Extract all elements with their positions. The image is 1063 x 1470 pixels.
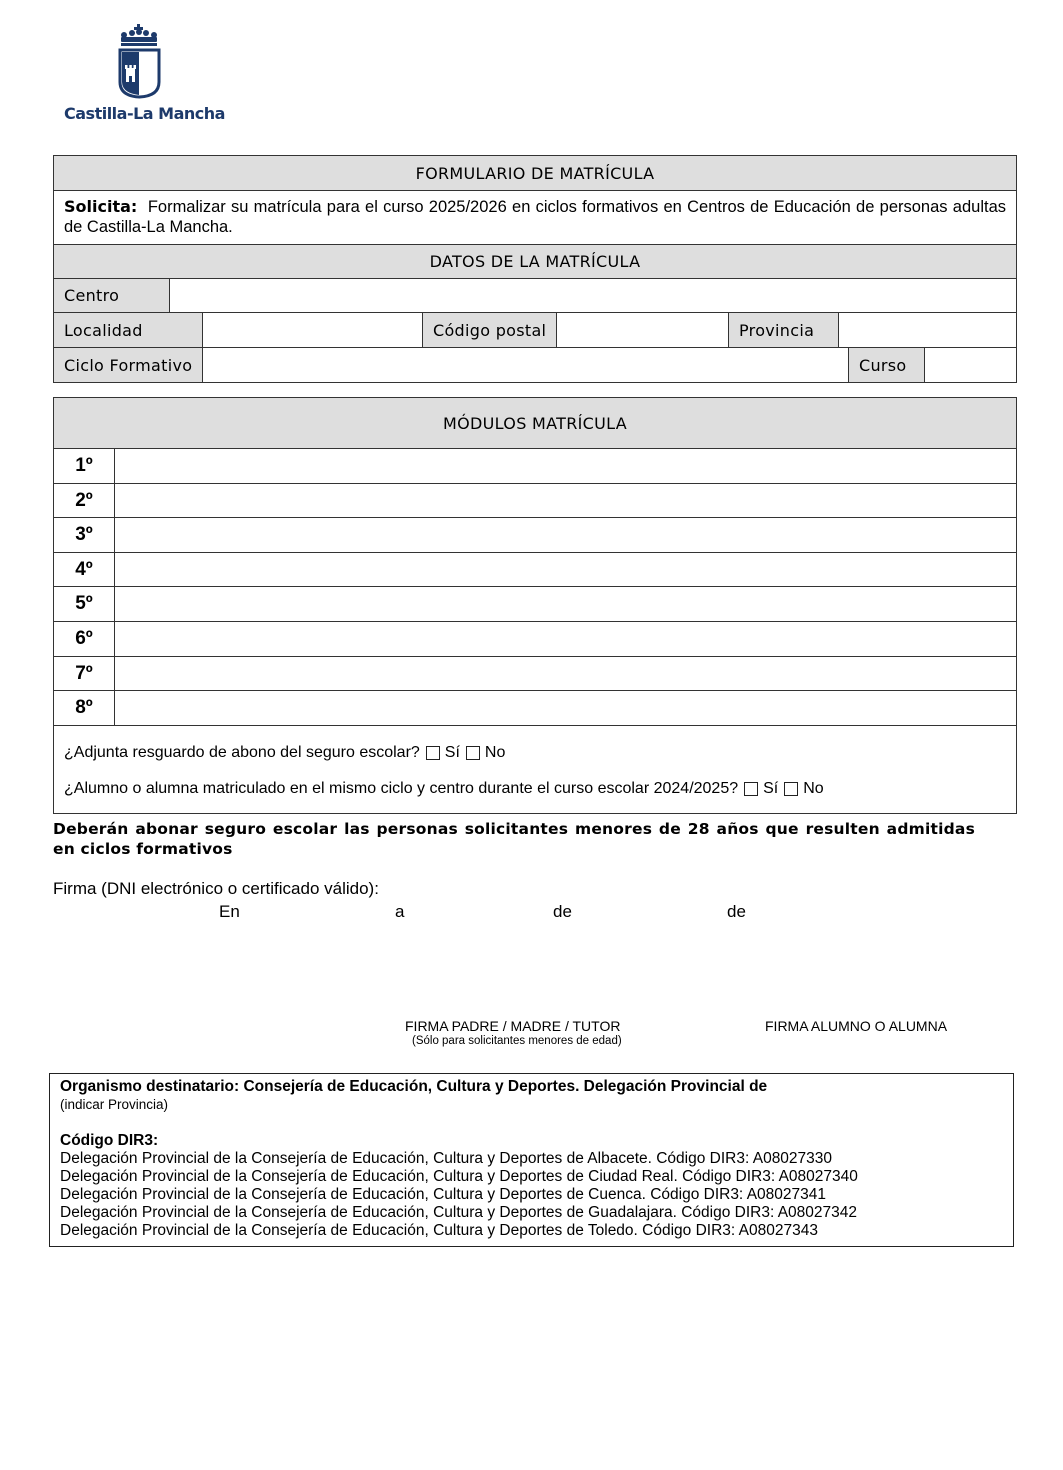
castle-crown-emblem-icon — [60, 20, 220, 104]
dir3-label: Código DIR3: — [60, 1132, 159, 1149]
modulos-title: MÓDULOS MATRÍCULA — [53, 397, 1017, 449]
no-label: No — [484, 744, 506, 761]
curso-label: Curso — [848, 347, 925, 383]
modulo-number: 1º — [53, 448, 115, 484]
organismo-box — [49, 1073, 1014, 1247]
modulo-number: 5º — [53, 586, 115, 622]
matriculado-si-checkbox[interactable] — [744, 782, 758, 796]
seguro-question-text: ¿Adjunta resguardo de abono del seguro escolar? — [64, 744, 420, 761]
dir3-line-cuenca: Delegación Provincial de la Consejería de Educación, Cultura y Deportes de Cuenca. Código DIR3: A08027341 — [60, 1186, 826, 1203]
localidad-label: Localidad — [53, 312, 203, 348]
form-title: FORMULARIO DE MATRÍCULA — [53, 155, 1017, 191]
dir3-line-albacete: Delegación Provincial de la Consejería de Educación, Cultura y Deportes de Albacete. Código DIR3: A08027330 — [60, 1150, 833, 1167]
modulo-number: 8º — [53, 690, 115, 726]
centro-field[interactable] — [169, 278, 1017, 313]
fecha-a: a — [395, 902, 405, 921]
si-label: Sí — [763, 780, 779, 797]
no-label: No — [803, 780, 824, 797]
organismo-note: (indicar Provincia) — [60, 1097, 169, 1112]
seguro-no-checkbox[interactable] — [466, 746, 480, 760]
provincia-label: Provincia — [728, 312, 839, 348]
seguro-question — [64, 744, 505, 762]
si-label: Sí — [444, 744, 460, 761]
modulo-number: 4º — [53, 552, 115, 587]
solicita-label: Solicita: — [64, 197, 138, 216]
castilla-la-mancha-logo — [60, 20, 225, 130]
modulo-field-4[interactable] — [114, 552, 1017, 587]
organismo-title: Organismo destinatario: Consejería de Educación, Cultura y Deportes. Delegación Provincial de — [60, 1078, 768, 1095]
modulo-field-8[interactable] — [114, 690, 1017, 726]
solicita-text: Formalizar su matrícula para el curso 2025/2026 en ciclos formativos en Centros de Educación de personas adultas de Castilla-La Mancha. — [64, 198, 1006, 236]
seguro-si-checkbox[interactable] — [426, 746, 440, 760]
firma-label: Firma (DNI electrónico o certificado válido): — [53, 879, 379, 898]
dir3-line-toledo: Delegación Provincial de la Consejería de Educación, Cultura y Deportes de Toledo. Código DIR3: A08027343 — [60, 1222, 818, 1239]
centro-label: Centro — [53, 278, 170, 313]
modulo-number: 6º — [53, 621, 115, 657]
curso-field[interactable] — [924, 347, 1017, 383]
firma-padre-note: (Sólo para solicitantes menores de edad) — [412, 1035, 622, 1047]
firma-padre-label: FIRMA PADRE / MADRE / TUTOR — [405, 1018, 621, 1034]
modulo-number: 2º — [53, 483, 115, 518]
modulo-number: 7º — [53, 656, 115, 691]
logo-text: Castilla-La Mancha — [64, 104, 225, 123]
datos-matricula-title: DATOS DE LA MATRÍCULA — [53, 244, 1017, 279]
questions-box — [53, 725, 1017, 814]
dir3-line-guadalajara: Delegación Provincial de la Consejería de Educación, Cultura y Deportes de Guadalajara. Código DIR3: A08027342 — [60, 1204, 858, 1221]
fecha-de-2: de — [727, 902, 746, 921]
modulo-field-5[interactable] — [114, 586, 1017, 622]
modulo-field-2[interactable] — [114, 483, 1017, 518]
modulo-field-7[interactable] — [114, 656, 1017, 691]
codigo-postal-label: Código postal — [422, 312, 557, 348]
seguro-aviso: Deberán abonar seguro escolar las personas solicitantes menores de 28 años que resulten admitidas en ciclos formativos — [53, 820, 975, 858]
solicita-section — [53, 190, 1017, 244]
dir3-line-ciudad-real: Delegación Provincial de la Consejería de Educación, Cultura y Deportes de Ciudad Real. Código DIR3: A08027340 — [60, 1168, 858, 1185]
matriculado-question-text: ¿Alumno o alumna matriculado en el mismo ciclo y centro durante el curso escolar 2024/2025? — [64, 780, 739, 797]
modulo-number: 3º — [53, 517, 115, 553]
fecha-de-1: de — [553, 902, 572, 921]
localidad-field[interactable] — [202, 312, 423, 348]
modulo-field-6[interactable] — [114, 621, 1017, 657]
ciclo-formativo-field[interactable] — [202, 347, 849, 383]
matriculado-question — [64, 780, 824, 798]
codigo-postal-field[interactable] — [556, 312, 729, 348]
matriculado-no-checkbox[interactable] — [784, 782, 798, 796]
ciclo-formativo-label: Ciclo Formativo — [53, 347, 203, 383]
fecha-en: En — [219, 902, 240, 921]
modulo-field-3[interactable] — [114, 517, 1017, 553]
modulo-field-1[interactable] — [114, 448, 1017, 484]
firma-alumno-label: FIRMA ALUMNO O ALUMNA — [765, 1018, 948, 1034]
provincia-field[interactable] — [838, 312, 1017, 348]
